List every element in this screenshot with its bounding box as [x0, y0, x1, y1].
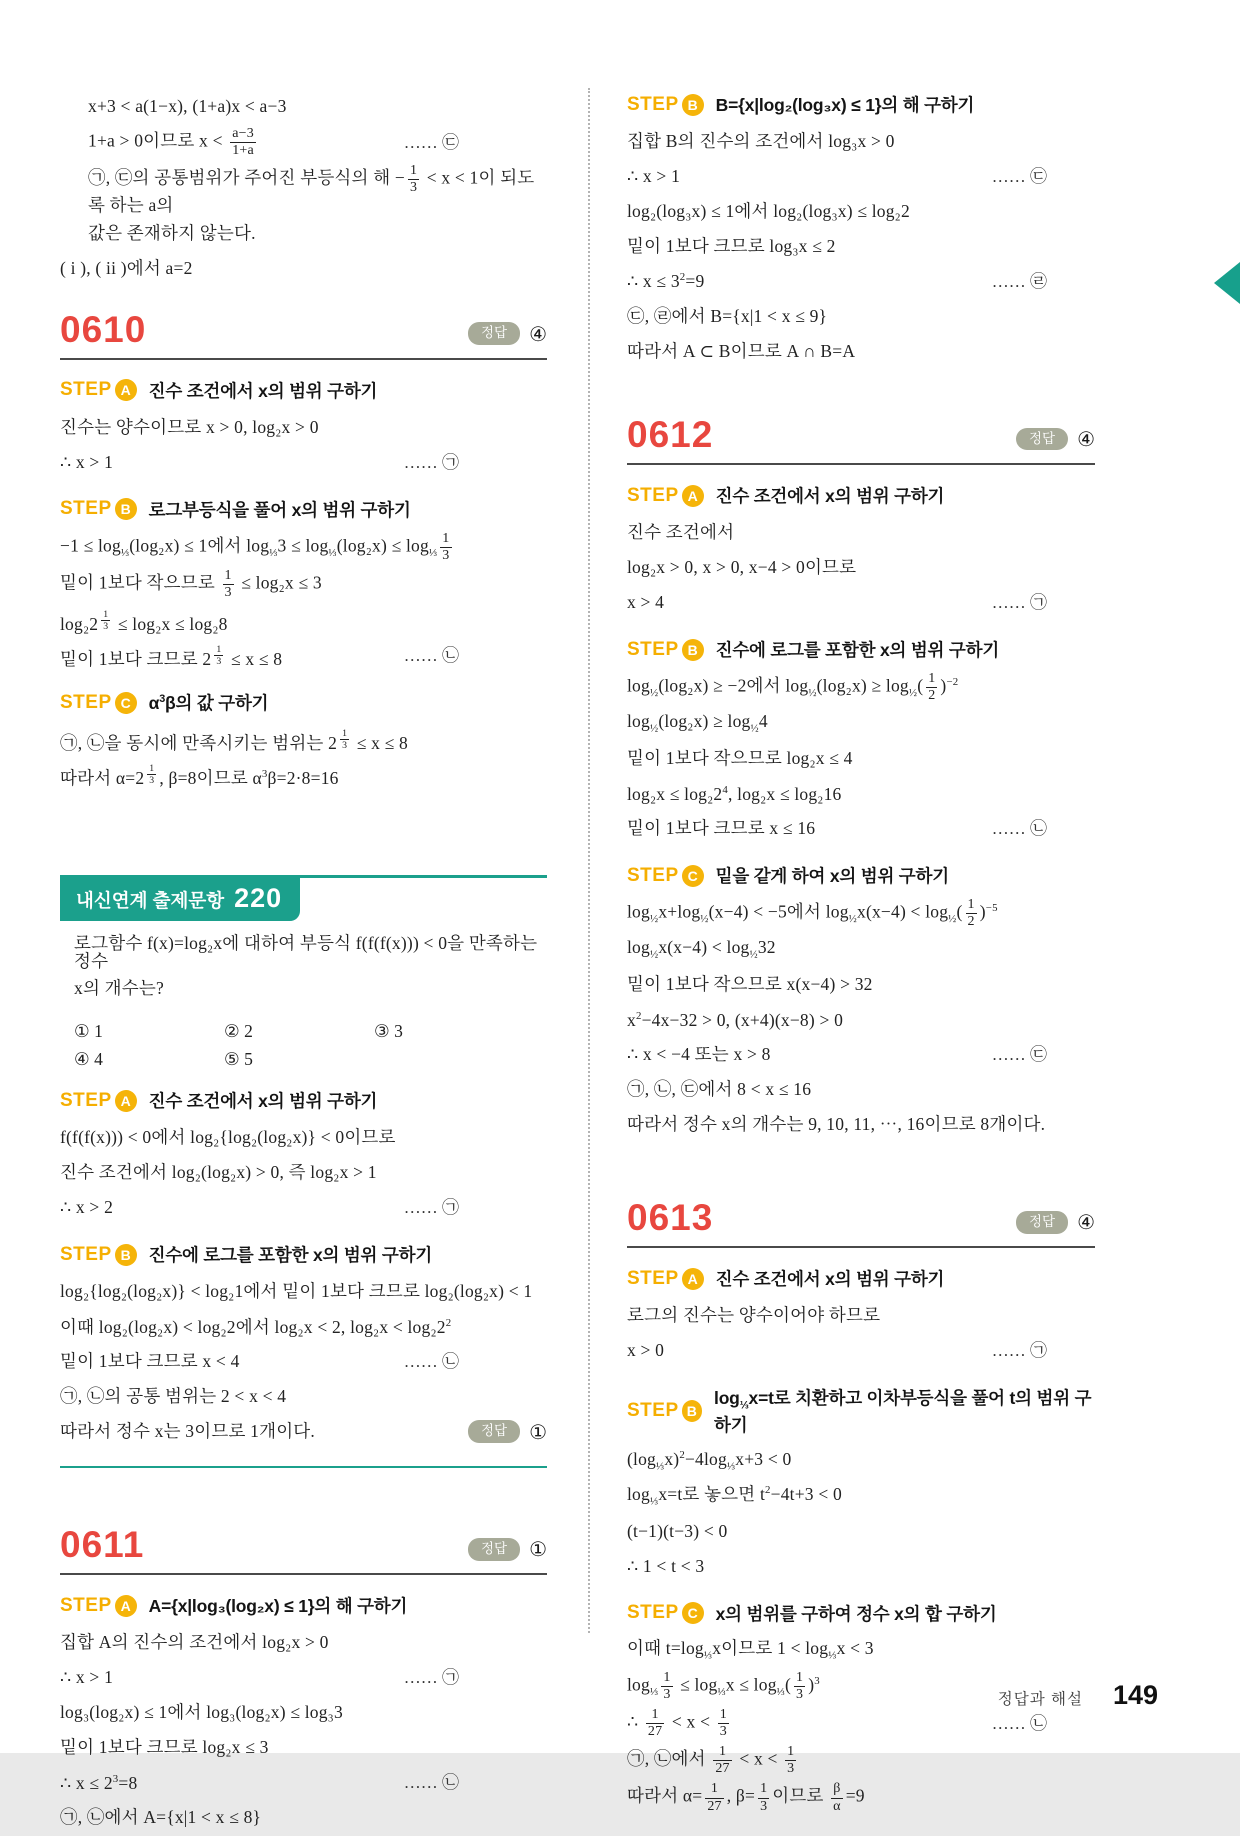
- solution-line: [60, 758, 547, 791]
- step-word: STEP: [60, 691, 112, 713]
- problem-header: [60, 1526, 547, 1575]
- step-title: B={x|log₂(log₃x) ≤ 1}의 해 구하기: [715, 95, 975, 115]
- solution-line: [60, 1156, 547, 1189]
- math-text: x+3 < a(1−x), (1+a)x < a−3: [88, 95, 287, 116]
- solution-line: [627, 1706, 1095, 1741]
- step-heading: [627, 1385, 1095, 1437]
- step-letter-icon: C: [115, 692, 137, 714]
- page-footer: [998, 1680, 1158, 1711]
- solution-line: [627, 551, 1095, 584]
- answer-label: 정답: [468, 1538, 520, 1561]
- step-word: STEP: [60, 1243, 112, 1265]
- solution-line: [60, 639, 547, 672]
- answer-badge: [468, 1420, 547, 1443]
- math-text: log₂(log₃x) ≤ 1에서 log₂(log₃x) ≤ log₂2: [627, 200, 910, 221]
- solution-line: [74, 972, 547, 1005]
- step-lines: [60, 1275, 547, 1448]
- solution-line: [60, 1731, 547, 1764]
- step-heading: [60, 378, 547, 403]
- solution-line: [627, 160, 1095, 193]
- problem-0611: [60, 1526, 547, 1834]
- step-title: 진수에 로그를 포함한 x의 범위 구하기: [148, 1245, 433, 1266]
- step-lines: [627, 670, 1095, 845]
- math-text: ∴ 1 < t < 3: [627, 1555, 705, 1576]
- step-word: STEP: [627, 1267, 679, 1289]
- solution-line: [627, 1003, 1095, 1036]
- math-text: ㉠, ㉢의 공통범위가 주어진 부등식의 해 − $\frac{1}{3}$ < x < 1이 되도록 하는 a의: [88, 163, 535, 216]
- math-text: x > 0: [627, 1340, 665, 1361]
- step-heading: [60, 497, 547, 522]
- step-title: x의 범위를 구하여 정수 x의 합 구하기: [715, 1603, 997, 1624]
- step-letter-icon: C: [682, 1602, 704, 1624]
- step-letter-icon: B: [682, 639, 704, 661]
- reference-marker: …… ㉡: [403, 646, 459, 666]
- math-text: ∴ $x \le 2^3=8$: [60, 1772, 138, 1793]
- step-lines: [627, 1445, 1095, 1583]
- math-text: $x^2-4x-32 > 0$, (x+4)(x−8) > 0: [627, 1009, 844, 1030]
- solution-line: [60, 1310, 547, 1343]
- step-title: 로그부등식을 풀어 x의 범위 구하기: [148, 499, 411, 520]
- answer-choices: [74, 1021, 547, 1070]
- footer-section-label: 정답과 해설: [997, 1691, 1083, 1708]
- step-title: A={x|log₃(log₂x) ≤ 1}의 해 구하기: [148, 1596, 408, 1617]
- step-letter-icon: B: [115, 1244, 137, 1266]
- linked-exam-badge: [60, 878, 300, 921]
- step-word: STEP: [627, 864, 679, 886]
- solution-line: [60, 1801, 547, 1834]
- solution-line: [627, 195, 1095, 228]
- step-title: 밑을 같게 하여 x의 범위 구하기: [715, 866, 949, 887]
- solution-line: [627, 670, 1095, 705]
- step-title: 진수에 로그를 포함한 x의 범위 구하기: [715, 640, 1000, 660]
- solution-line: [627, 1743, 1095, 1778]
- math-text: ∴ x > 1: [627, 165, 681, 186]
- step-lines: [627, 1634, 1095, 1816]
- math-text: log₂{log₂(log₂x)} < log₂1에서 밑이 1보다 크므로 log₂(log₂x) < 1: [60, 1281, 533, 1301]
- solution-steps: [627, 483, 1095, 1141]
- math-text: 밑이 1보다 크므로 log₃x ≤ 2: [627, 235, 836, 256]
- step-letter-icon: A: [115, 1595, 137, 1617]
- solution-line: [627, 896, 1095, 931]
- math-text: 밑이 1보다 작으므로 $\frac{1}{3}$ ≤ log₂x ≤ 3: [60, 568, 322, 601]
- step-letter-icon: C: [682, 865, 704, 887]
- solution-line: [60, 1766, 547, 1799]
- solution-line: [627, 1334, 1095, 1367]
- math-text: log₂x > 0, x > 0, x−4 > 0이므로: [627, 556, 857, 577]
- solution-line: [60, 162, 547, 215]
- math-text: 이때 $t=\log_{\frac{1}{3}}x$이므로 $1 < \log_{\frac{1}{3}}x < 3$: [627, 1637, 874, 1662]
- step-letter-icon: A: [115, 379, 137, 401]
- math-text: 밑이 1보다 크므로 x < 4: [60, 1351, 240, 1371]
- solution-line: [60, 252, 547, 285]
- math-text: f(f(f(x))) < 0에서 log₂{log₂(log₂x)} < 0이므로: [60, 1127, 396, 1147]
- linked-exam-number: 220: [234, 883, 283, 914]
- answer-choice: ② 2: [224, 1021, 253, 1042]
- step-heading: [627, 1266, 1095, 1291]
- math-text: 진수 조건에서 log₂(log₂x) > 0, 즉 log₂x > 1: [60, 1162, 377, 1182]
- problem-0613: [627, 1199, 1095, 1815]
- answer-choice-number: ④: [529, 321, 547, 346]
- step-word: STEP: [60, 1594, 112, 1616]
- problem-0612: [627, 416, 1095, 1141]
- solution-line: [627, 968, 1095, 1001]
- step-lines: [627, 896, 1095, 1141]
- step-title: $\log_{\frac{1}{3}}x=t$로 치환하고 이차부등식을 풀어 t의 범위 구하기: [714, 1388, 1092, 1435]
- answer-label: 정답: [1016, 1211, 1068, 1234]
- reference-marker: …… ㉢: [991, 167, 1047, 186]
- solution-line: [627, 516, 1095, 549]
- solution-line: [60, 604, 547, 637]
- problem-number: 0611: [60, 1524, 145, 1566]
- step-lines: [60, 1121, 547, 1224]
- math-text: (t−1)(t−3) < 0: [627, 1520, 728, 1541]
- step-letter-icon: A: [115, 1090, 137, 1112]
- math-text: 따라서 α=2 $^{\frac{1}{3}}$ , β=8이므로 $\alpha^3\beta=2\cdot 8=16$: [60, 762, 339, 789]
- step-heading: [627, 637, 1095, 662]
- solution-line: [60, 90, 547, 123]
- solution-line: [627, 1634, 1095, 1667]
- answer-choice: ⑤ 5: [224, 1049, 253, 1070]
- solution-line: [627, 742, 1095, 775]
- reference-marker: …… ㉣: [991, 272, 1047, 291]
- page-edge-tab: [1214, 262, 1240, 304]
- math-text: $\log_2x \le \log_22^4$, log₂x ≤ log₂16: [627, 783, 842, 804]
- step-title: 진수 조건에서 x의 범위 구하기: [715, 1269, 945, 1290]
- solution-line: [627, 230, 1095, 263]
- step-word: STEP: [60, 498, 112, 520]
- math-text: 진수는 양수이므로 x > 0, log₂x > 0: [60, 416, 319, 437]
- solution-line: [627, 812, 1095, 845]
- step-heading: [60, 1593, 547, 1618]
- step-heading: [60, 1088, 547, 1113]
- step-lines: [60, 411, 547, 479]
- math-text: ㉠, ㉡에서 A={x|1 < x ≤ 8}: [60, 1807, 262, 1827]
- solution-line: [627, 265, 1095, 298]
- step-word: STEP: [627, 1400, 679, 1422]
- solution-line: [627, 1515, 1095, 1548]
- solution-line: [627, 933, 1095, 966]
- math-text: ( i ), ( ii )에서 a=2: [60, 257, 193, 278]
- step-heading: [627, 1601, 1095, 1626]
- math-text: ∴ x > 1: [60, 1667, 114, 1687]
- math-text: ∴ $x \le 3^2=9$: [627, 271, 705, 292]
- solution-line: [60, 1626, 547, 1659]
- solution-line: [627, 707, 1095, 740]
- solution-line: [60, 530, 547, 565]
- reference-marker: …… ㉠: [991, 1341, 1047, 1361]
- answer-choice-number: ①: [529, 1537, 547, 1562]
- step-title: 진수 조건에서 x의 범위 구하기: [148, 380, 378, 401]
- solution-line: [627, 125, 1095, 158]
- solution-line: [627, 1480, 1095, 1513]
- math-text: 따라서 A ⊂ B이므로 A ∩ B=A: [627, 340, 856, 361]
- reference-marker: …… ㉡: [403, 1773, 459, 1793]
- solution-line: [627, 300, 1095, 333]
- step-lines: [60, 530, 547, 672]
- answer-label: 정답: [468, 322, 520, 345]
- step-heading: [627, 92, 1095, 117]
- step-title: $\alpha^3\beta$의 값 구하기: [148, 693, 269, 714]
- step-lines: [60, 723, 547, 791]
- math-text: 밑이 1보다 크므로 log₂x ≤ 3: [60, 1737, 269, 1757]
- reference-marker: …… ㉡: [991, 819, 1047, 839]
- step-title: 진수 조건에서 x의 범위 구하기: [715, 486, 945, 506]
- step-lines: [627, 516, 1095, 619]
- math-text: 밑이 1보다 크므로 2 $^{\frac{1}{3}}$ ≤ x ≤ 8: [60, 643, 283, 670]
- solution-line: [627, 777, 1095, 810]
- solution-line: [627, 1038, 1095, 1071]
- problem-header: [627, 416, 1095, 465]
- solution-line: [627, 1780, 1095, 1815]
- problem-number: 0610: [60, 308, 147, 350]
- right-column: [627, 0, 1095, 1818]
- solution-steps: [627, 92, 1095, 368]
- solution-line: [627, 1299, 1095, 1332]
- solution-line: [60, 1345, 547, 1378]
- question-text: [60, 935, 547, 1005]
- math-text: 따라서 정수 x는 3이므로 1개이다.: [60, 1421, 315, 1441]
- math-text: 따라서 α= $\frac{1}{27}$ , β= $\frac{1}{3}$ 이므로 $\frac{\beta}{\alpha}$ =9: [627, 1781, 865, 1814]
- math-text: ㉠, ㉡, ㉢에서 8 < x ≤ 16: [627, 1079, 812, 1100]
- solution-steps: [60, 1593, 547, 1834]
- math-text: ∴ x > 2: [60, 1197, 114, 1217]
- solution-line: [60, 411, 547, 444]
- math-text: ∴ x < −4 또는 x > 8: [627, 1044, 771, 1065]
- reference-marker: …… ㉢: [991, 1045, 1047, 1065]
- solution-line: [60, 1191, 547, 1224]
- answer-choice: ① 1: [74, 1021, 103, 1042]
- step-lines: [627, 125, 1095, 368]
- step-word: STEP: [627, 638, 679, 660]
- step-letter-icon: B: [115, 498, 137, 520]
- math-text: $\log_{\frac{1}{3}}x=t$로 놓으면 $t^2-4t+3 < 0$: [627, 1484, 842, 1508]
- math-text: ㉠, ㉡에서 $\frac{1}{27}$ < x < $\frac{1}{3}$: [627, 1744, 795, 1777]
- math-text: 진수 조건에서: [627, 521, 735, 542]
- step-letter-icon: A: [682, 485, 704, 507]
- reference-marker: …… ㉠: [991, 593, 1047, 612]
- step-heading: [627, 863, 1095, 888]
- problem-0611-continued: [627, 92, 1095, 368]
- step-word: STEP: [627, 93, 679, 115]
- solution-line: [627, 335, 1095, 368]
- answer-label: 정답: [1016, 428, 1068, 451]
- step-letter-icon: B: [682, 94, 704, 116]
- math-text: ∴ x > 1: [60, 451, 114, 472]
- solution-line: [627, 1550, 1095, 1583]
- math-text: $\log_{\frac{1}{2}}x(x-4) < \log_{\frac{1}{2}}32$: [627, 937, 776, 961]
- solution-line: [60, 567, 547, 602]
- solution-line: [627, 1073, 1095, 1106]
- solution-steps: [627, 1266, 1095, 1815]
- solution-line: [627, 1445, 1095, 1478]
- solution-line: [60, 1380, 547, 1413]
- answer-badge: [1016, 1210, 1095, 1234]
- problem-number: 0613: [627, 1197, 714, 1239]
- reference-marker: …… ㉠: [403, 452, 459, 472]
- math-text: 집합 A의 진수의 조건에서 log₂x > 0: [60, 1632, 329, 1652]
- step-heading: [60, 1242, 547, 1267]
- footer-page-number: 149: [1112, 1680, 1158, 1710]
- answer-label: 정답: [468, 1420, 520, 1443]
- answer-badge: [468, 322, 547, 346]
- step-letter-icon: B: [682, 1400, 702, 1422]
- left-column: [60, 0, 547, 1836]
- math-text: 로그의 진수는 양수이어야 하므로: [627, 1305, 881, 1326]
- solution-line: [60, 446, 547, 479]
- math-text: 로그함수 f(x)=log₂x에 대하여 부등식 f(f(f(x))) < 0을 만족하는 정수: [74, 933, 538, 971]
- problem-header: [627, 1199, 1095, 1248]
- answer-choice-number: ④: [1077, 427, 1095, 451]
- solution-line: [60, 1696, 547, 1729]
- solution-line: [74, 935, 547, 970]
- answer-choice-number: ①: [529, 1419, 547, 1444]
- solution-line: [60, 217, 547, 250]
- math-text: log₃(log₂x) ≤ 1에서 log₃(log₂x) ≤ log₃3: [60, 1702, 343, 1722]
- step-title: 진수 조건에서 x의 범위 구하기: [148, 1091, 378, 1112]
- math-text: $\log_{\frac{1}{3}}$ $\frac{1}{3}$ ≤ $\log_{\frac{1}{3}}x \le \log_{\frac{1}{3}}$( $\frac{1}{3}$ )$^3$: [627, 1669, 820, 1702]
- math-text: 밑이 1보다 크므로 x ≤ 16: [627, 817, 816, 838]
- reference-marker: …… ㉠: [403, 1198, 459, 1218]
- math-text: 집합 B의 진수의 조건에서 log₃x > 0: [627, 130, 895, 151]
- math-text: ㉠, ㉡의 공통 범위는 2 < x < 4: [60, 1386, 287, 1406]
- reference-marker: …… ㉡: [403, 1352, 459, 1372]
- reference-marker: …… ㉠: [403, 1668, 459, 1688]
- column-divider: [588, 88, 590, 1633]
- step-letter-icon: A: [682, 1268, 704, 1290]
- math-text: 따라서 정수 x의 개수는 9, 10, 11, ⋯, 16이므로 8개이다.: [627, 1114, 1046, 1135]
- step-word: STEP: [60, 379, 112, 401]
- math-text: ㉠, ㉡을 동시에 만족시키는 범위는 2 $^{\frac{1}{3}}$ ≤ x ≤ 8: [60, 727, 408, 754]
- problem-number: 0612: [627, 414, 714, 455]
- reference-marker: …… ㉢: [403, 133, 459, 153]
- problem-header: [60, 308, 547, 360]
- math-text: log₂2 $^{\frac{1}{3}}$ ≤ log₂x ≤ log₂8: [60, 608, 228, 635]
- linked-exam-badge-label: 내신연계 출제문항: [76, 890, 225, 912]
- step-word: STEP: [60, 1089, 112, 1111]
- answer-choice: ④ 4: [74, 1049, 103, 1070]
- solution-line: [60, 1661, 547, 1694]
- math-text: 1+a > 0이므로 x < $\frac{a-3}{1+a}$: [88, 126, 254, 159]
- answer-choice: ③ 3: [374, 1021, 403, 1042]
- math-text: 밑이 1보다 작으므로 x(x−4) > 32: [627, 974, 873, 995]
- step-lines: [627, 1299, 1095, 1367]
- solution-line: [60, 1415, 547, 1448]
- step-word: STEP: [627, 1602, 679, 1624]
- solution-line: [60, 125, 547, 160]
- solution-line: [627, 1108, 1095, 1141]
- step-heading: [627, 483, 1095, 508]
- answer-badge: [1016, 427, 1095, 451]
- solution-line: [60, 1275, 547, 1308]
- solution-line: [60, 723, 547, 756]
- step-heading: [60, 690, 547, 715]
- math-text: 값은 존재하지 않는다.: [88, 222, 256, 243]
- step-lines: [60, 1626, 547, 1834]
- math-text: x > 4: [627, 591, 665, 612]
- problem-0610: [60, 308, 547, 791]
- math-text: $(\log_{\frac{1}{3}}x)^2-4\log_{\frac{1}{3}}x+3 < 0$: [627, 1449, 792, 1473]
- math-text: $\log_{\frac{1}{2}}(\log_2x) \ge -2$에서 $\log_{\frac{1}{2}}(\log_2x) \ge \log_{\frac{1}{2}}$( $\frac{1}{2}$ )$^{-2}$: [627, 671, 959, 704]
- answer-choice-number: ④: [1077, 1210, 1095, 1235]
- math-text: $\log_{\frac{1}{2}}x+\log_{\frac{1}{2}}(x-4) < -5$에서 $\log_{\frac{1}{2}}x(x-4) < \log_{\frac{1}{2}}$( $\frac{1}{2}$ )$^{-5}$: [627, 897, 998, 930]
- reference-marker: …… ㉡: [991, 1714, 1047, 1734]
- math-text: ㉢, ㉣에서 B={x|1 < x ≤ 9}: [627, 305, 828, 326]
- math-text: 밑이 1보다 작으므로 log₂x ≤ 4: [627, 747, 853, 768]
- math-text: x의 개수는?: [74, 978, 164, 998]
- linked-exam-problem-box: [60, 875, 547, 1468]
- math-text: ∴ $\frac{1}{27}$ < x < $\frac{1}{3}$: [627, 1707, 727, 1740]
- previous-solution-continuation: [60, 90, 547, 285]
- math-text: $-1 \le \log_{\frac{1}{3}}(\log_2x) \le 1$에서 $\log_{\frac{1}{3}}3 \le \log_{\frac{1}{3}}(\log_2x) \le \log_{\frac{1}{3}}$ $\frac{1}{3}$: [60, 530, 450, 563]
- solution-line: [60, 1121, 547, 1154]
- solution-line: [627, 586, 1095, 619]
- solution-steps: [60, 378, 547, 791]
- math-text: $\log_{\frac{1}{2}}(\log_2x) \ge \log_{\frac{1}{2}}4$: [627, 711, 768, 735]
- step-word: STEP: [627, 484, 679, 506]
- math-text: 이때 log₂(log₂x) < log₂2에서 log₂x < 2, $\log_2x < \log_22^2$: [60, 1316, 452, 1337]
- solution-steps: [60, 1088, 547, 1448]
- answer-badge: [468, 1537, 547, 1561]
